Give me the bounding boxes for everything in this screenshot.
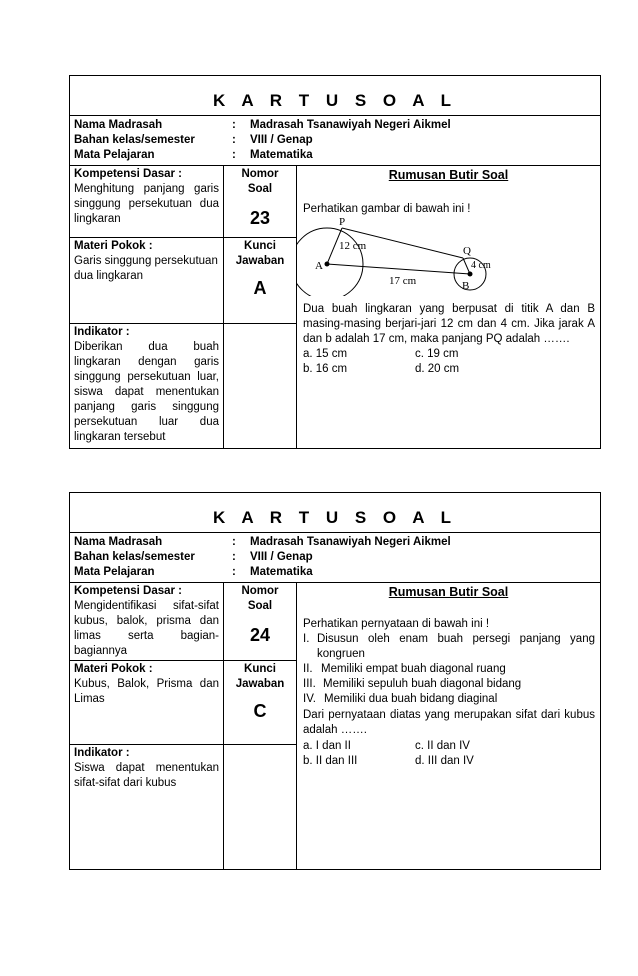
header-value: VIII / Genap [250,134,313,146]
statement-number: I. [303,633,310,645]
header-label: Nama Madrasah [74,536,163,548]
indikator-text: Siswa dapat menentukan sifat-sifat dari kubus [74,762,219,789]
statement-text: Memiliki empat buah diagonal ruang [321,663,506,675]
option-c: c. II dan IV [415,740,470,752]
kompetensi-text: Mengidentifikasi sifat-sifat kubus, balok, prisma dan limas serta bagian-bagiannya [74,600,219,657]
header-row-madrasah [74,535,596,550]
question-intro: Perhatikan gambar di bawah ini ! [303,203,471,215]
materi-cell [70,238,223,324]
card-title: K A R T U S O A L [70,76,600,116]
statement-number: II. [303,663,313,675]
materi-text: Kubus, Balok, Prisma dan Limas [74,678,219,705]
statement-item [303,662,595,677]
header-colon: : [232,536,236,548]
statement-text: Memiliki sepuluh buah diagonal bidang [323,678,522,690]
middle-column [224,166,297,448]
statement-list [303,632,595,707]
header-colon: : [232,119,236,131]
header-colon: : [232,149,236,161]
indikator-label: Indikator : [74,326,130,338]
header-label: Nama Madrasah [74,119,163,131]
label-d: 17 cm [389,275,417,287]
jawaban-label: Jawaban [235,255,285,267]
kunci-value: A [253,278,267,298]
header-value: VIII / Genap [250,551,313,563]
statement-number: III. [303,678,316,690]
header-row-mapel [74,148,596,163]
option-d: d. III dan IV [415,755,474,767]
header-row-madrasah [74,118,596,133]
question-card-24 [69,492,601,870]
middle-column [224,583,297,869]
nomor-value: 23 [249,208,271,228]
header-row-mapel [74,565,596,580]
materi-label: Materi Pokok : [74,240,153,252]
indikator-label: Indikator : [74,747,130,759]
option-a: a. I dan II [303,740,351,752]
point-a [325,262,330,267]
statement-text: Memiliki dua buah bidang diaginal [324,693,498,705]
rumusan-column [297,166,600,448]
kunci-value: C [253,701,267,721]
statement-item [303,692,595,707]
card-title: K A R T U S O A L [70,493,600,533]
point-b [468,272,473,277]
left-column [70,583,224,869]
rumusan-title: Rumusan Butir Soal [388,168,509,182]
card-header [70,116,600,166]
materi-cell [70,661,223,745]
header-colon: : [232,551,236,563]
question-intro: Perhatikan pernyataan di bawah ini ! [303,618,490,630]
header-colon: : [232,134,236,146]
option-b: b. II dan III [303,755,358,767]
option-b: b. 16 cm [303,363,348,375]
kompetensi-label: Kompetensi Dasar : [74,168,183,180]
indikator-cell [70,745,223,869]
header-label: Bahan kelas/semester [74,134,195,146]
option-c: c. 19 cm [415,348,459,360]
statement-item [303,632,595,662]
answer-options [303,739,595,769]
tangent-circles-figure [297,216,599,296]
kompetensi-text: Menghitung panjang garis singgung persekutuan dua lingkaran [74,183,219,225]
question-card-23 [69,75,601,449]
option-a: a. 15 cm [303,348,348,360]
kunci-label: Kunci [244,240,276,252]
header-row-kelas [74,550,596,565]
nomor-label: Nomor Soal [241,168,279,195]
center-line [327,264,470,274]
question-text: Dua buah lingkaran yang berpusat di titik A dan B masing-masing berjari-jari 12 cm dan 4 cm. Jika jarak A dan b adalah 17 cm, maka panjang PQ adalah ……. [303,303,595,345]
header-value: Matematika [250,149,313,161]
indikator-cell [70,324,223,448]
option-d: d. 20 cm [415,363,460,375]
nomor-value: 24 [249,625,271,645]
kunci-cell [224,661,296,745]
card-header [70,533,600,583]
label-a: A [315,260,323,272]
indikator-text: Diberikan dua buah lingkaran dengan garis singgung persekutuan luar, siswa dapat menentukan panjang garis singgung persekutuan luar dua lingkaran tersebut [74,341,219,443]
header-label: Bahan kelas/semester [74,551,195,563]
materi-text: Garis singgung persekutuan dua lingkaran [74,255,218,282]
answer-options [303,347,595,377]
rumusan-column [297,583,600,869]
header-value: Madrasah Tsanawiyah Negeri Aikmel [250,536,451,548]
materi-label: Materi Pokok : [74,663,153,675]
header-colon: : [232,566,236,578]
label-r2: 4 cm [471,260,491,271]
nomor-label: Nomor Soal [241,585,279,612]
jawaban-label: Jawaban [235,678,285,690]
label-p: P [339,216,346,228]
rumusan-title: Rumusan Butir Soal [388,585,509,599]
label-q: Q [463,245,471,257]
header-label: Mata Pelajaran [74,149,155,161]
statement-text: Disusun oleh enam buah persegi panjang yang kongruen [317,633,595,660]
nomor-cell [224,166,296,238]
empty-cell [224,324,296,448]
radius-line-b [463,258,470,274]
card-body [70,583,600,869]
question-text: Dari pernyataan diatas yang merupakan sifat dari kubus adalah ……. [303,709,595,736]
kompetensi-label: Kompetensi Dasar : [74,585,183,597]
kompetensi-cell [70,166,223,238]
empty-cell [224,745,296,869]
left-column [70,166,224,448]
statement-item [303,677,595,692]
statement-number: IV. [303,693,317,705]
card-body [70,166,600,448]
kunci-cell [224,238,296,324]
label-b: B [462,280,470,292]
header-label: Mata Pelajaran [74,566,155,578]
kunci-label: Kunci [244,663,276,675]
nomor-cell [224,583,296,661]
header-value: Matematika [250,566,313,578]
header-value: Madrasah Tsanawiyah Negeri Aikmel [250,119,451,131]
header-row-kelas [74,133,596,148]
kompetensi-cell [70,583,223,661]
circle-a [297,228,363,296]
label-r1: 12 cm [339,240,367,252]
